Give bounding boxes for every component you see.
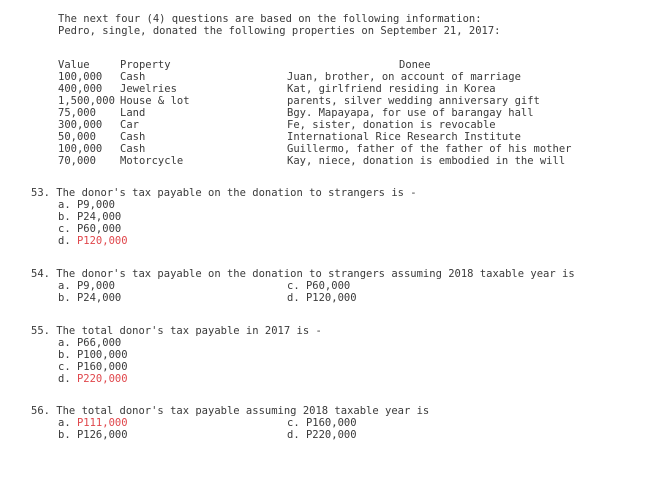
answer-highlight: P111,000 [76, 417, 128, 429]
table-cell-value: 300,000 [58, 119, 103, 131]
table-cell-property: Motorcycle [120, 155, 184, 167]
intro-line-2: Pedro, single, donated the following properties on September 21, 2017: [58, 25, 501, 37]
question-53-option-b: b. P24,000 [58, 211, 122, 223]
question-53-option-c: c. P60,000 [58, 223, 122, 235]
question-56-option-c: c. P160,000 [287, 417, 357, 429]
table-cell-value: 75,000 [58, 107, 96, 119]
table-cell-value: 1,500,000 [58, 95, 115, 107]
table-cell-value: 50,000 [58, 131, 96, 143]
question-53: 53. The donor's tax payable on the donation to strangers is - [31, 187, 417, 199]
question-55-option-a: a. P66,000 [58, 337, 122, 349]
question-54-option-c: c. P60,000 [287, 280, 351, 292]
table-cell-donee: International Rice Research Institute [287, 131, 521, 143]
table-cell-donee: Kay, niece, donation is embodied in the will [287, 155, 566, 167]
table-cell-donee: Fe, sister, donation is revocable [287, 119, 496, 131]
question-54-option-d: d. P120,000 [287, 292, 357, 304]
question-54: 54. The donor's tax payable on the donation to strangers assuming 2018 taxable year is [31, 268, 575, 280]
table-cell-property: Cash [120, 71, 146, 83]
question-55-option-b: b. P100,000 [58, 349, 128, 361]
table-cell-property: Cash [120, 131, 146, 143]
table-header-donee: Donee [399, 59, 431, 71]
table-cell-value: 400,000 [58, 83, 103, 95]
question-54-option-b: b. P24,000 [58, 292, 122, 304]
question-55: 55. The total donor's tax payable in 2017 is - [31, 325, 322, 337]
table-cell-donee: Guillermo, father of the father of his mother [287, 143, 572, 155]
table-header-value: Value [58, 59, 90, 71]
question-56-option-d: d. P220,000 [287, 429, 357, 441]
table-header-property: Property [120, 59, 171, 71]
intro-line-1: The next four (4) questions are based on the following information: [58, 13, 482, 25]
table-cell-property: Cash [120, 143, 146, 155]
question-56: 56. The total donor's tax payable assuming 2018 taxable year is [31, 405, 430, 417]
table-cell-value: 100,000 [58, 143, 103, 155]
table-cell-property: Car [120, 119, 139, 131]
question-53-option-d: d. P120,000 [58, 235, 128, 247]
question-55-option-d: d. P220,000 [58, 373, 128, 385]
table-cell-donee: parents, silver wedding anniversary gift [287, 95, 540, 107]
answer-highlight: P120,000 [76, 235, 128, 247]
answer-highlight: P220,000 [76, 373, 128, 385]
table-cell-donee: Juan, brother, on account of marriage [287, 71, 521, 83]
table-cell-donee: Kat, girlfriend residing in Korea [287, 83, 496, 95]
table-cell-value: 70,000 [58, 155, 96, 167]
question-55-option-c: c. P160,000 [58, 361, 128, 373]
table-cell-property: Jewelries [120, 83, 177, 95]
table-cell-property: Land [120, 107, 146, 119]
table-cell-value: 100,000 [58, 71, 103, 83]
question-56-option-a: a. P111,000 [58, 417, 128, 429]
question-56-option-b: b. P126,000 [58, 429, 128, 441]
question-53-option-a: a. P9,000 [58, 199, 115, 211]
table-cell-property: House & lot [120, 95, 190, 107]
question-54-option-a: a. P9,000 [58, 280, 115, 292]
table-cell-donee: Bgy. Mapayapa, for use of barangay hall [287, 107, 534, 119]
